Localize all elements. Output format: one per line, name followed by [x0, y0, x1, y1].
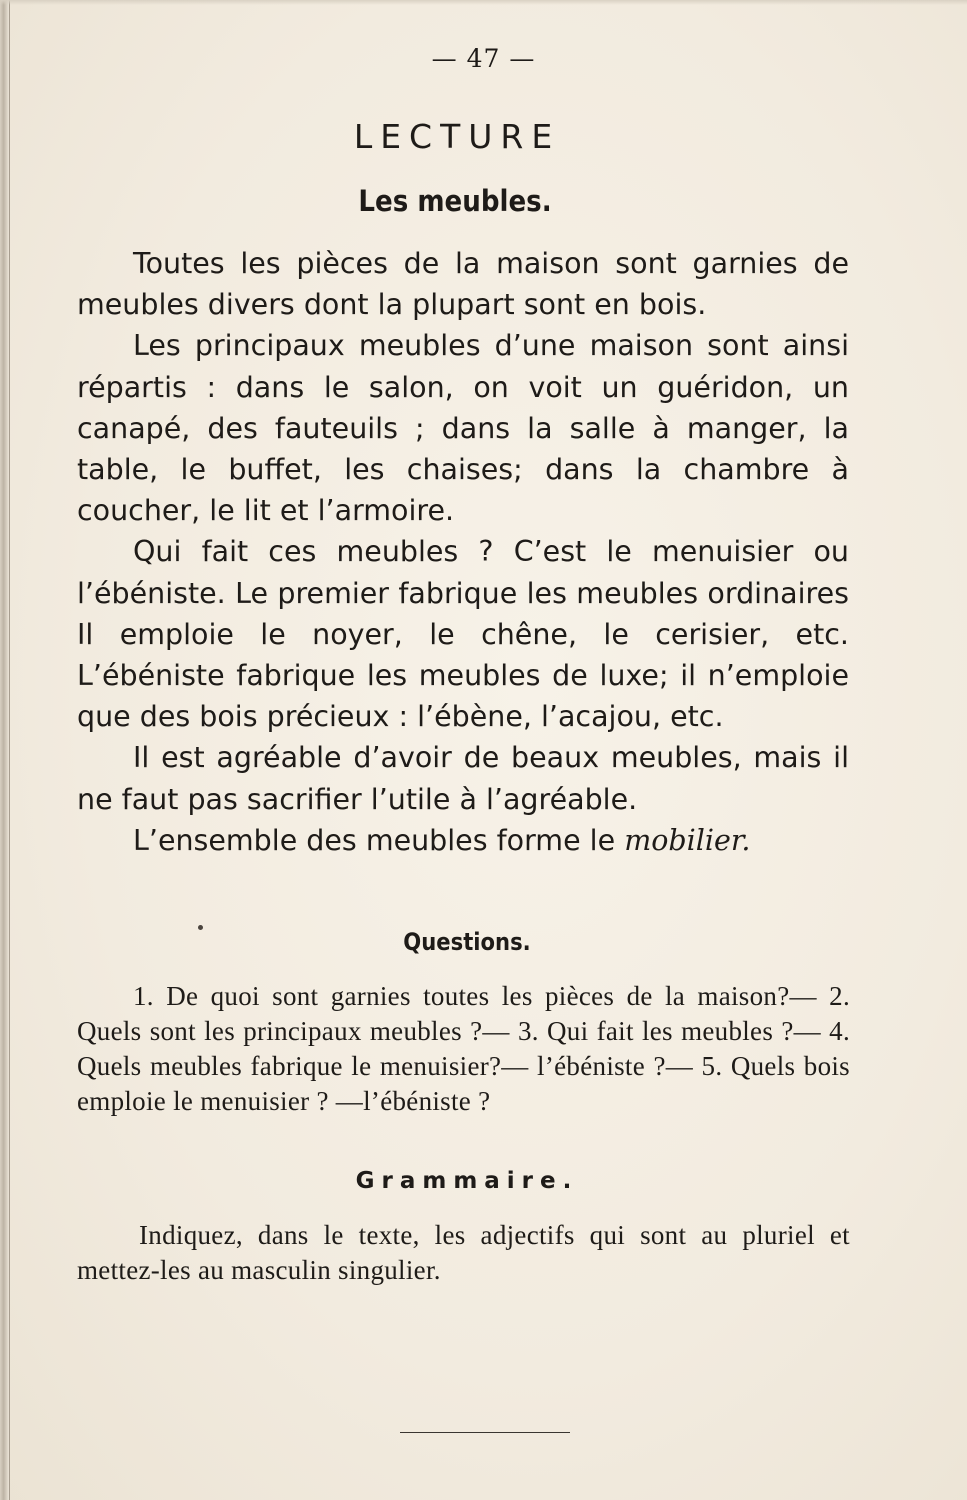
- reading-paragraph: Qui fait ces meubles ? C’est le menuisier ou l’ébéniste. Le premier fabrique les meubles ordinaires Il emploie le noyer, le chêne, le cerisier, etc. L’ébéniste fabrique les meubles de luxe; il n’emploie que des bois précieux : l’ébène, l’acajou, etc.: [77, 535, 849, 734]
- page-number: — 47 —: [431, 44, 536, 73]
- questions-text: 1. De quoi sont garnies toutes les pièces de la maison?— 2. Quels sont les principaux meubles ?— 3. Qui fait les meubles ?— 4. Quels meubles fabrique le menuisier?— l’ébéniste ?— 5. Quels bois emploie le menuisier ? —l’ébéniste ?: [77, 981, 850, 1116]
- questions-heading: Questions.: [403, 928, 531, 956]
- reading-paragraph: Les principaux meubles d’une maison sont ainsi répartis : dans le salon, on voit un guéridon, un canapé, des fauteuils ; dans la salle à manger, la table, le buffet, les chaises; dans la chambre à coucher, le lit et l’armoire.: [77, 329, 849, 528]
- reading-text: [77, 243, 849, 861]
- last-paragraph-text: L’ensemble des meubles forme le: [133, 823, 616, 857]
- reading-paragraph: Il est agréable d’avoir de beaux meubles, mais il ne faut pas sacrifier l’utile à l’agréable.: [77, 741, 849, 816]
- lesson-title: Les meubles.: [358, 184, 552, 218]
- reading-paragraph: Toutes les pièces de la maison sont garnies de meubles divers dont la plupart sont en bois.: [77, 247, 849, 322]
- grammar-exercise-text: Indiquez, dans le texte, les adjectifs qui sont au pluriel et mettez-les au masculin singulier.: [77, 1220, 850, 1285]
- section-title-lecture: LECTURE: [353, 117, 561, 156]
- page-top-edge: [0, 0, 967, 5]
- page-binding-edge: [0, 0, 10, 1500]
- footer-rule: [400, 1432, 570, 1433]
- grammar-heading: Grammaire.: [355, 1168, 579, 1194]
- italic-term: mobilier.: [624, 823, 751, 857]
- reading-paragraph-last: [77, 820, 849, 861]
